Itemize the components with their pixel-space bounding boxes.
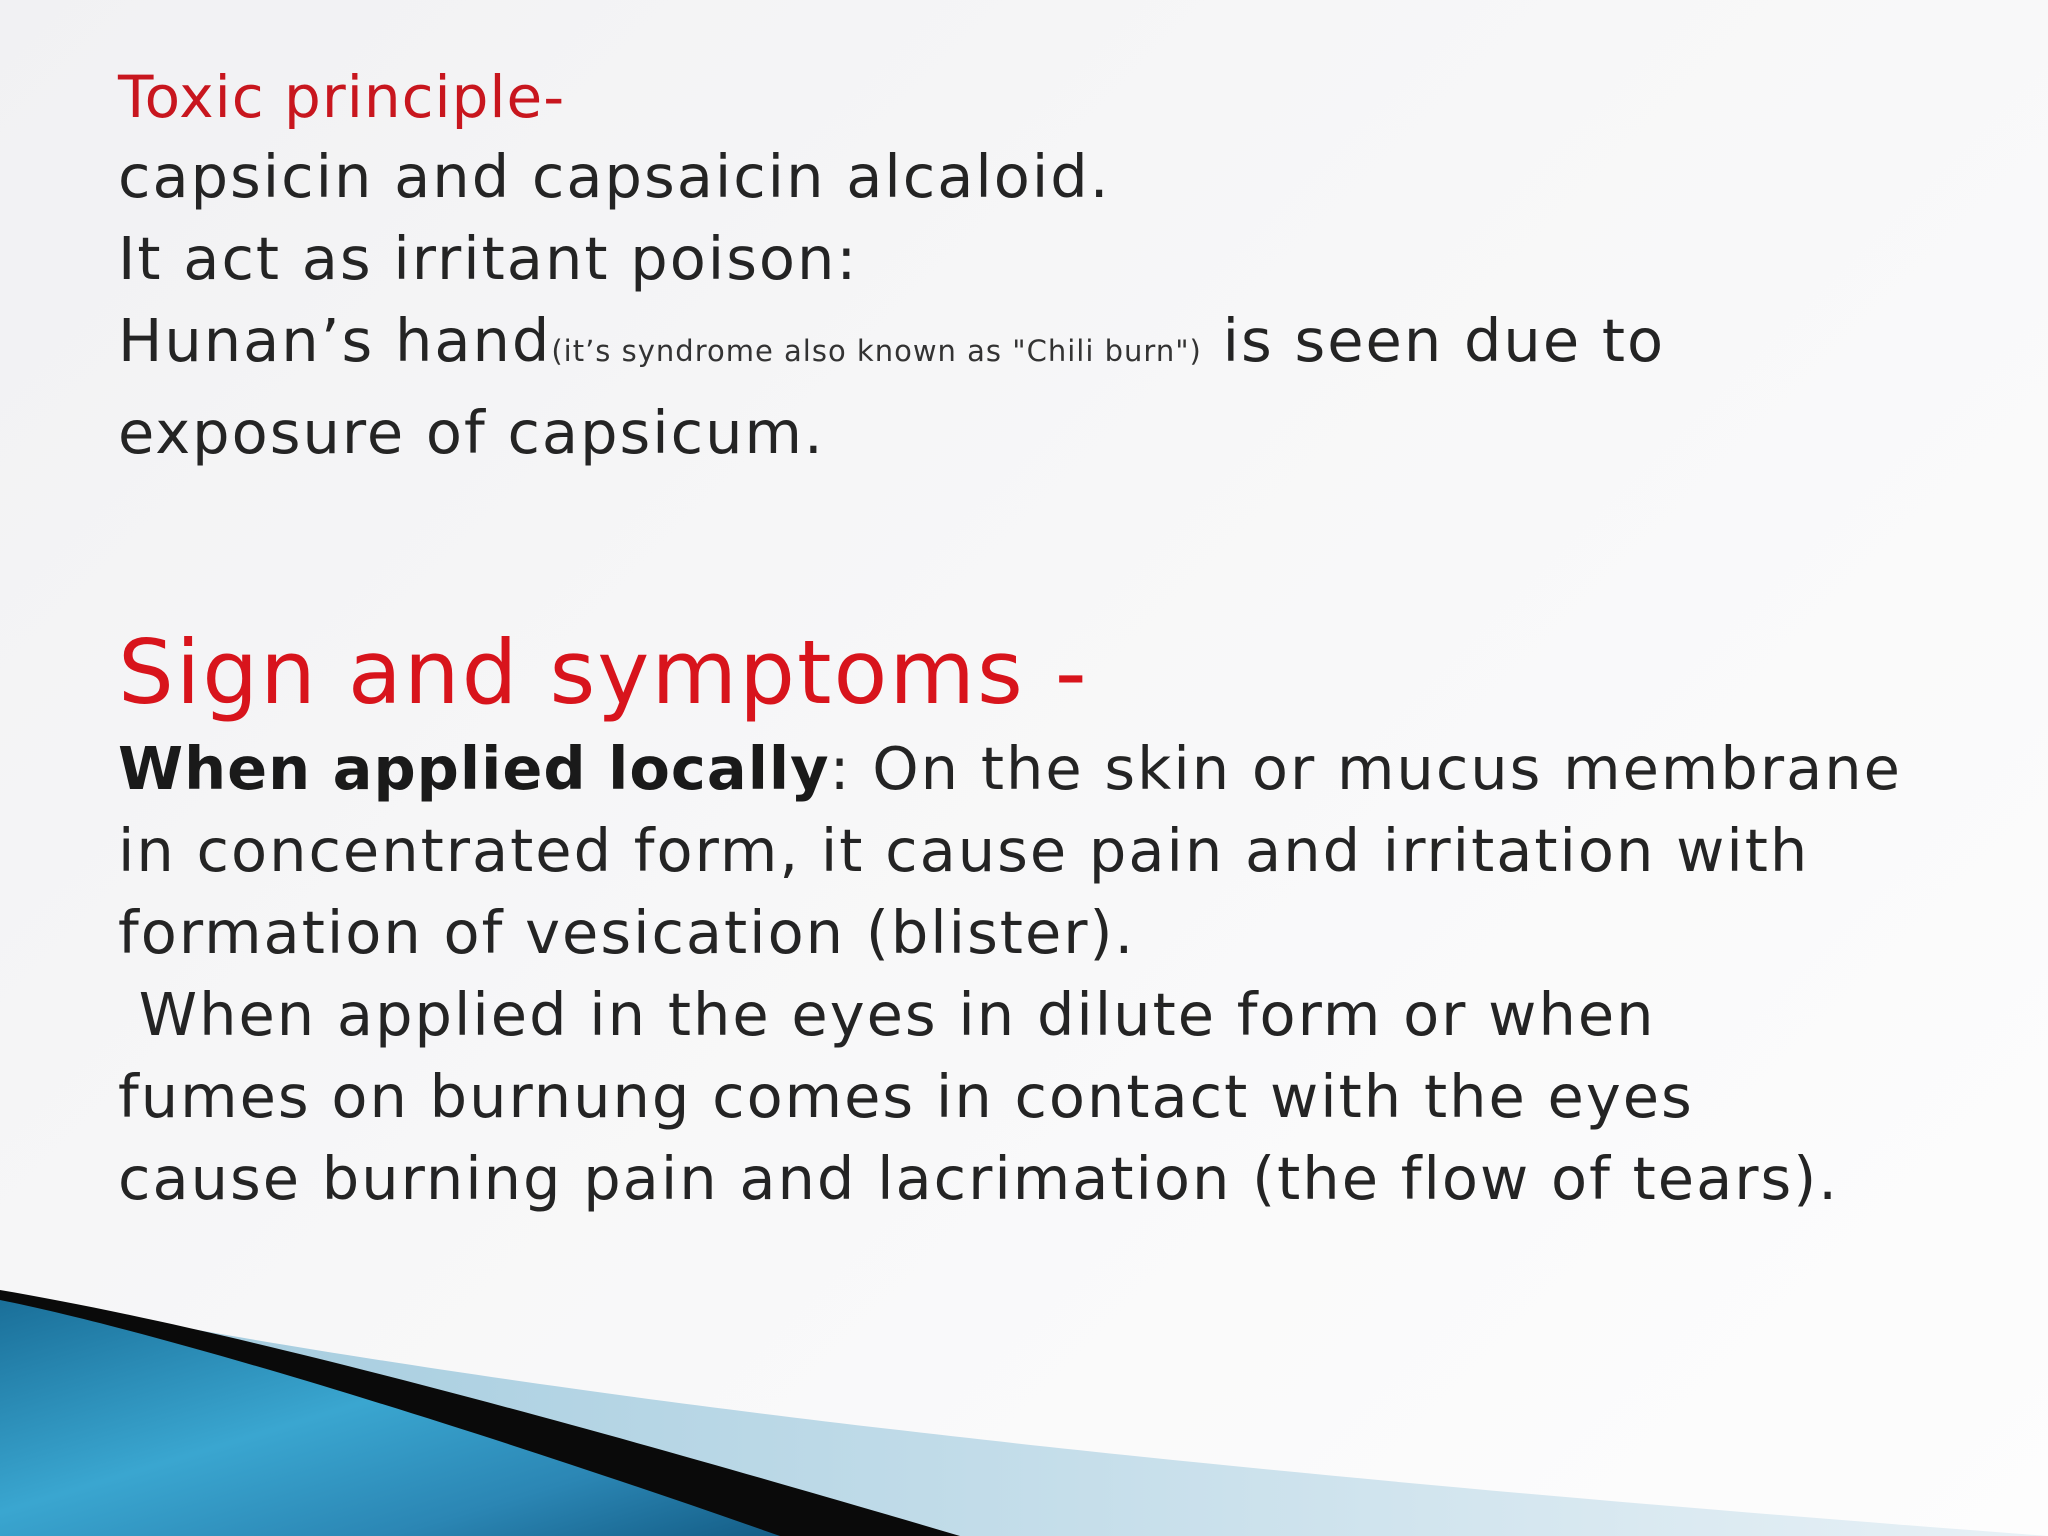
toxic-principle-heading: Toxic principle-	[118, 63, 566, 131]
toxic-principle-line-2: It act as irritant poison:	[118, 224, 859, 293]
sign-and-symptoms-heading: Sign and symptoms -	[118, 621, 1089, 724]
symptoms-line-1	[118, 728, 1978, 810]
symptoms-line-1-text: : On the skin or mucus membrane	[829, 734, 1902, 803]
symptoms-line-5: fumes on burnung comes in contact with the eyes	[118, 1062, 1694, 1131]
hunans-hand-continuation: is seen due to	[1201, 306, 1666, 375]
chili-burn-note: (it’s syndrome also known as "Chili burn")	[551, 334, 1202, 368]
symptoms-line-6: cause burning pain and lacrimation (the flow of tears).	[118, 1144, 1840, 1213]
slide-content	[118, 58, 1978, 1220]
symptoms-line-4: When applied in the eyes in dilute form or when	[118, 980, 1656, 1049]
section-spacer	[118, 474, 1978, 618]
toxic-principle-line-4: exposure of capsicum.	[118, 398, 825, 467]
hunans-hand-line	[118, 300, 1978, 392]
symptoms-line-2: in concentrated form, it cause pain and irritation with	[118, 816, 1810, 885]
decorative-wave-graphic	[0, 1280, 2048, 1536]
toxic-principle-line-1: capsicin and capsaicin alcaloid.	[118, 142, 1111, 211]
symptoms-line-3: formation of vesication (blister).	[118, 898, 1136, 967]
hunans-hand-text: Hunan’s hand	[118, 306, 552, 375]
applied-locally-lead: When applied locally	[118, 734, 830, 803]
